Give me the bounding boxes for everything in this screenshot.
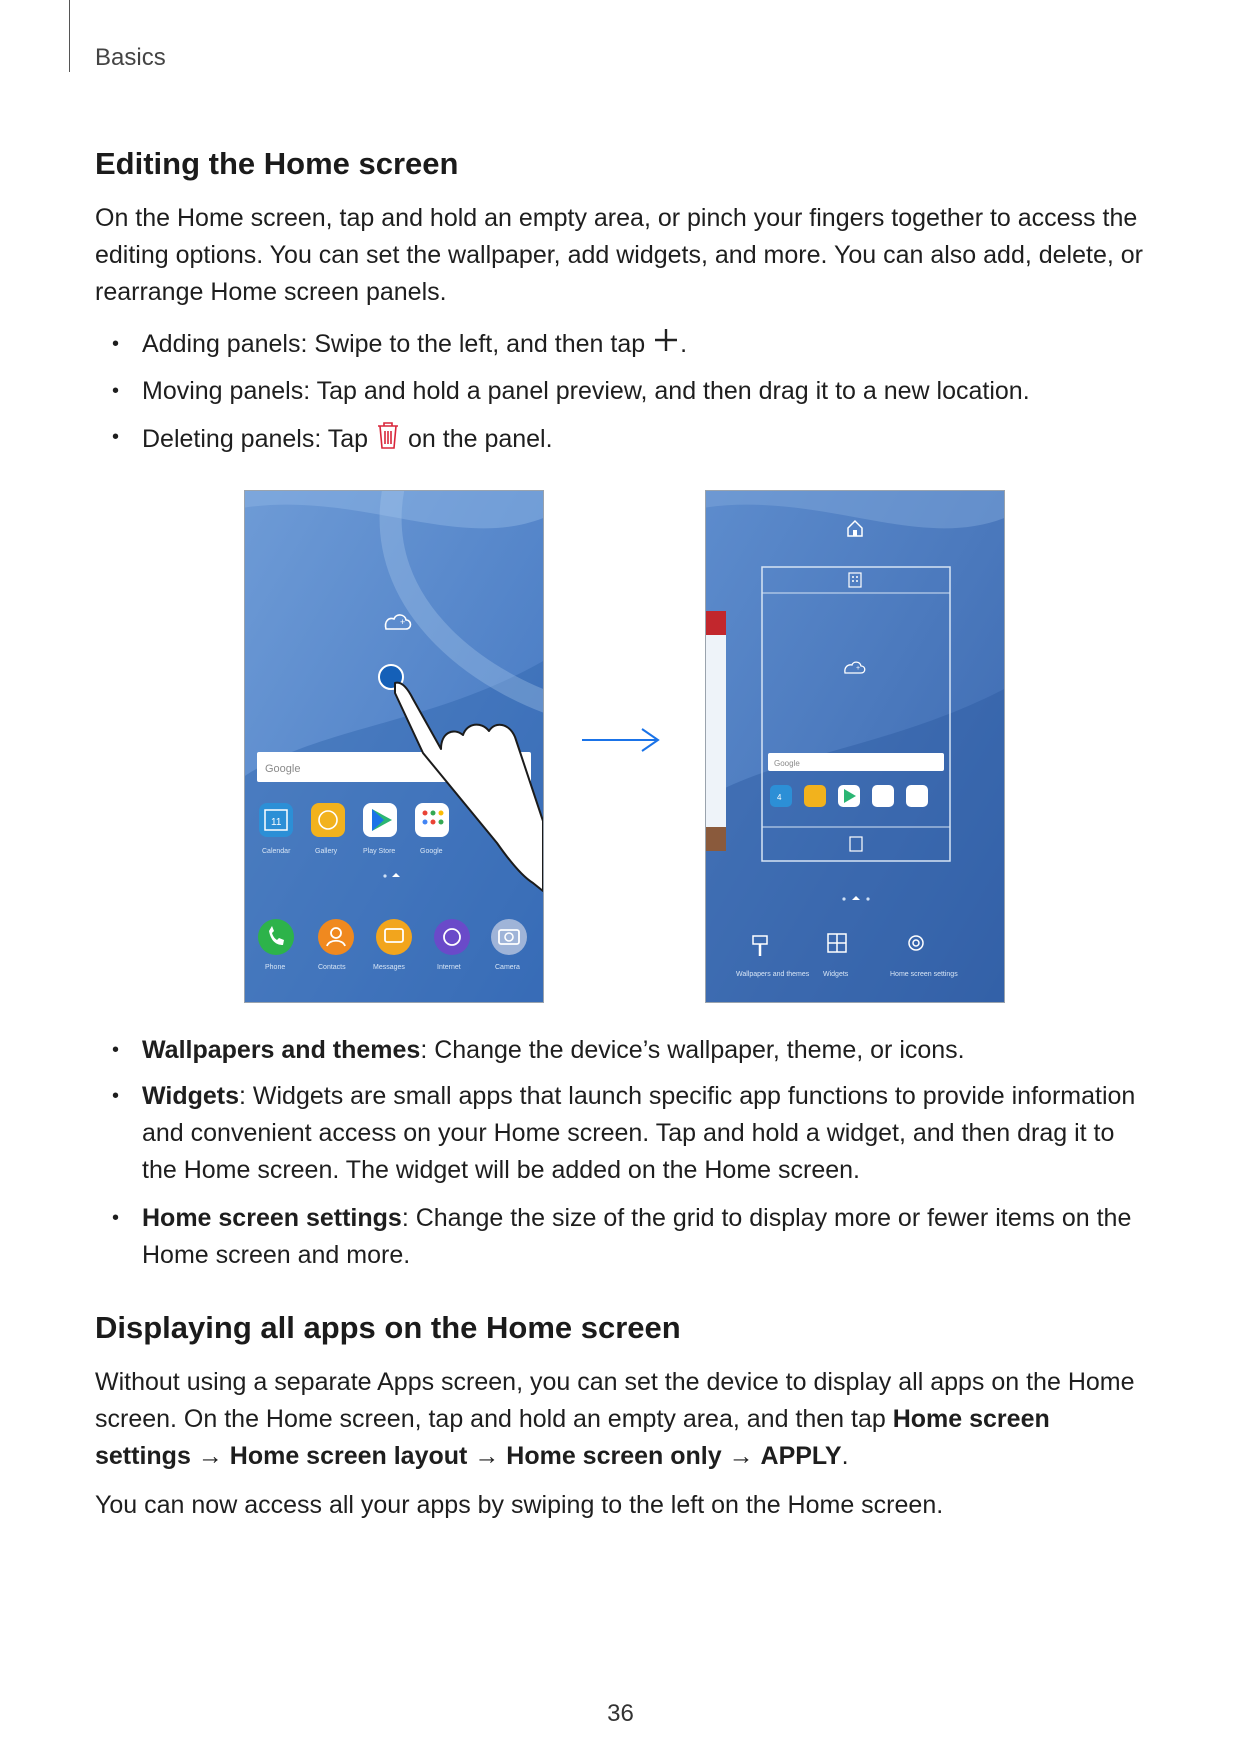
section-label: Basics — [95, 44, 166, 71]
intro-paragraph: On the Home screen, tap and hold an empty area, or pinch your fingers together to access the editing options. You can set the wallpaper, add widgets, and more. You can also add, delete, or rearrange Home screen panels. — [95, 204, 1143, 306]
svg-text:Internet: Internet — [437, 964, 461, 971]
option-widgets: • Widgets: Widgets are small apps that launch specific app functions to provide information and convenient access on your Home screen. Tap and hold a widget, and then drag it to the Home screen. The widget will be added on the Home screen. — [112, 1082, 1136, 1184]
svg-text:Google: Google — [420, 848, 443, 855]
arrow-right-icon — [580, 725, 662, 755]
svg-text:+: + — [400, 617, 406, 627]
bullet-adding-panels: • Adding panels: Swipe to the left, and then tap . — [112, 326, 1147, 365]
bullet-moving-panels: • Moving panels: Tap and hold a panel preview, and then drag it to a new location. — [112, 377, 1030, 405]
svg-text:Calendar: Calendar — [262, 848, 291, 855]
home-screen-illustration — [244, 490, 544, 1003]
bullet-deleting-panels: • Deleting panels: Tap on the panel. — [112, 419, 1147, 462]
apps-paragraph: Without using a separate Apps screen, you can set the device to display all apps on the Home screen. On the Home screen, tap and hold an empty area, and then tap Home screen settings → Home screen layout → Home screen only → APPLY. — [95, 1368, 1135, 1470]
svg-text:Home screen settings: Home screen settings — [890, 971, 958, 978]
svg-text:4: 4 — [777, 793, 782, 802]
svg-text:Messages: Messages — [373, 964, 405, 971]
page-number: 36 — [607, 1700, 634, 1727]
svg-text:Contacts: Contacts — [318, 964, 346, 971]
crop-mark — [69, 0, 70, 72]
option-wallpapers-themes: • Wallpapers and themes: Change the device’s wallpaper, theme, or icons. — [112, 1036, 965, 1064]
svg-text:Gallery: Gallery — [315, 848, 338, 855]
svg-text:Wallpapers and themes: Wallpapers and themes — [736, 971, 810, 978]
svg-text:Google: Google — [774, 759, 800, 768]
swipe-paragraph: You can now access all your apps by swiping to the left on the Home screen. — [95, 1491, 944, 1519]
svg-text:+: + — [856, 665, 861, 672]
svg-text:Camera: Camera — [495, 964, 520, 971]
trash-icon — [375, 419, 401, 462]
svg-text:Widgets: Widgets — [823, 971, 849, 978]
svg-text:Phone: Phone — [265, 964, 286, 971]
section-title-displaying-apps: Displaying all apps on the Home screen — [95, 1310, 681, 1345]
svg-text:11: 11 — [271, 817, 282, 828]
svg-text:Google: Google — [265, 763, 301, 775]
svg-text:Play Store: Play Store — [363, 848, 396, 855]
edit-mode-illustration — [705, 490, 1005, 1003]
section-title-editing: Editing the Home screen — [95, 146, 459, 181]
plus-icon — [652, 326, 680, 365]
option-home-screen-settings: • Home screen settings: Change the size of the grid to display more or fewer items on the Home screen and more. — [112, 1204, 1132, 1269]
